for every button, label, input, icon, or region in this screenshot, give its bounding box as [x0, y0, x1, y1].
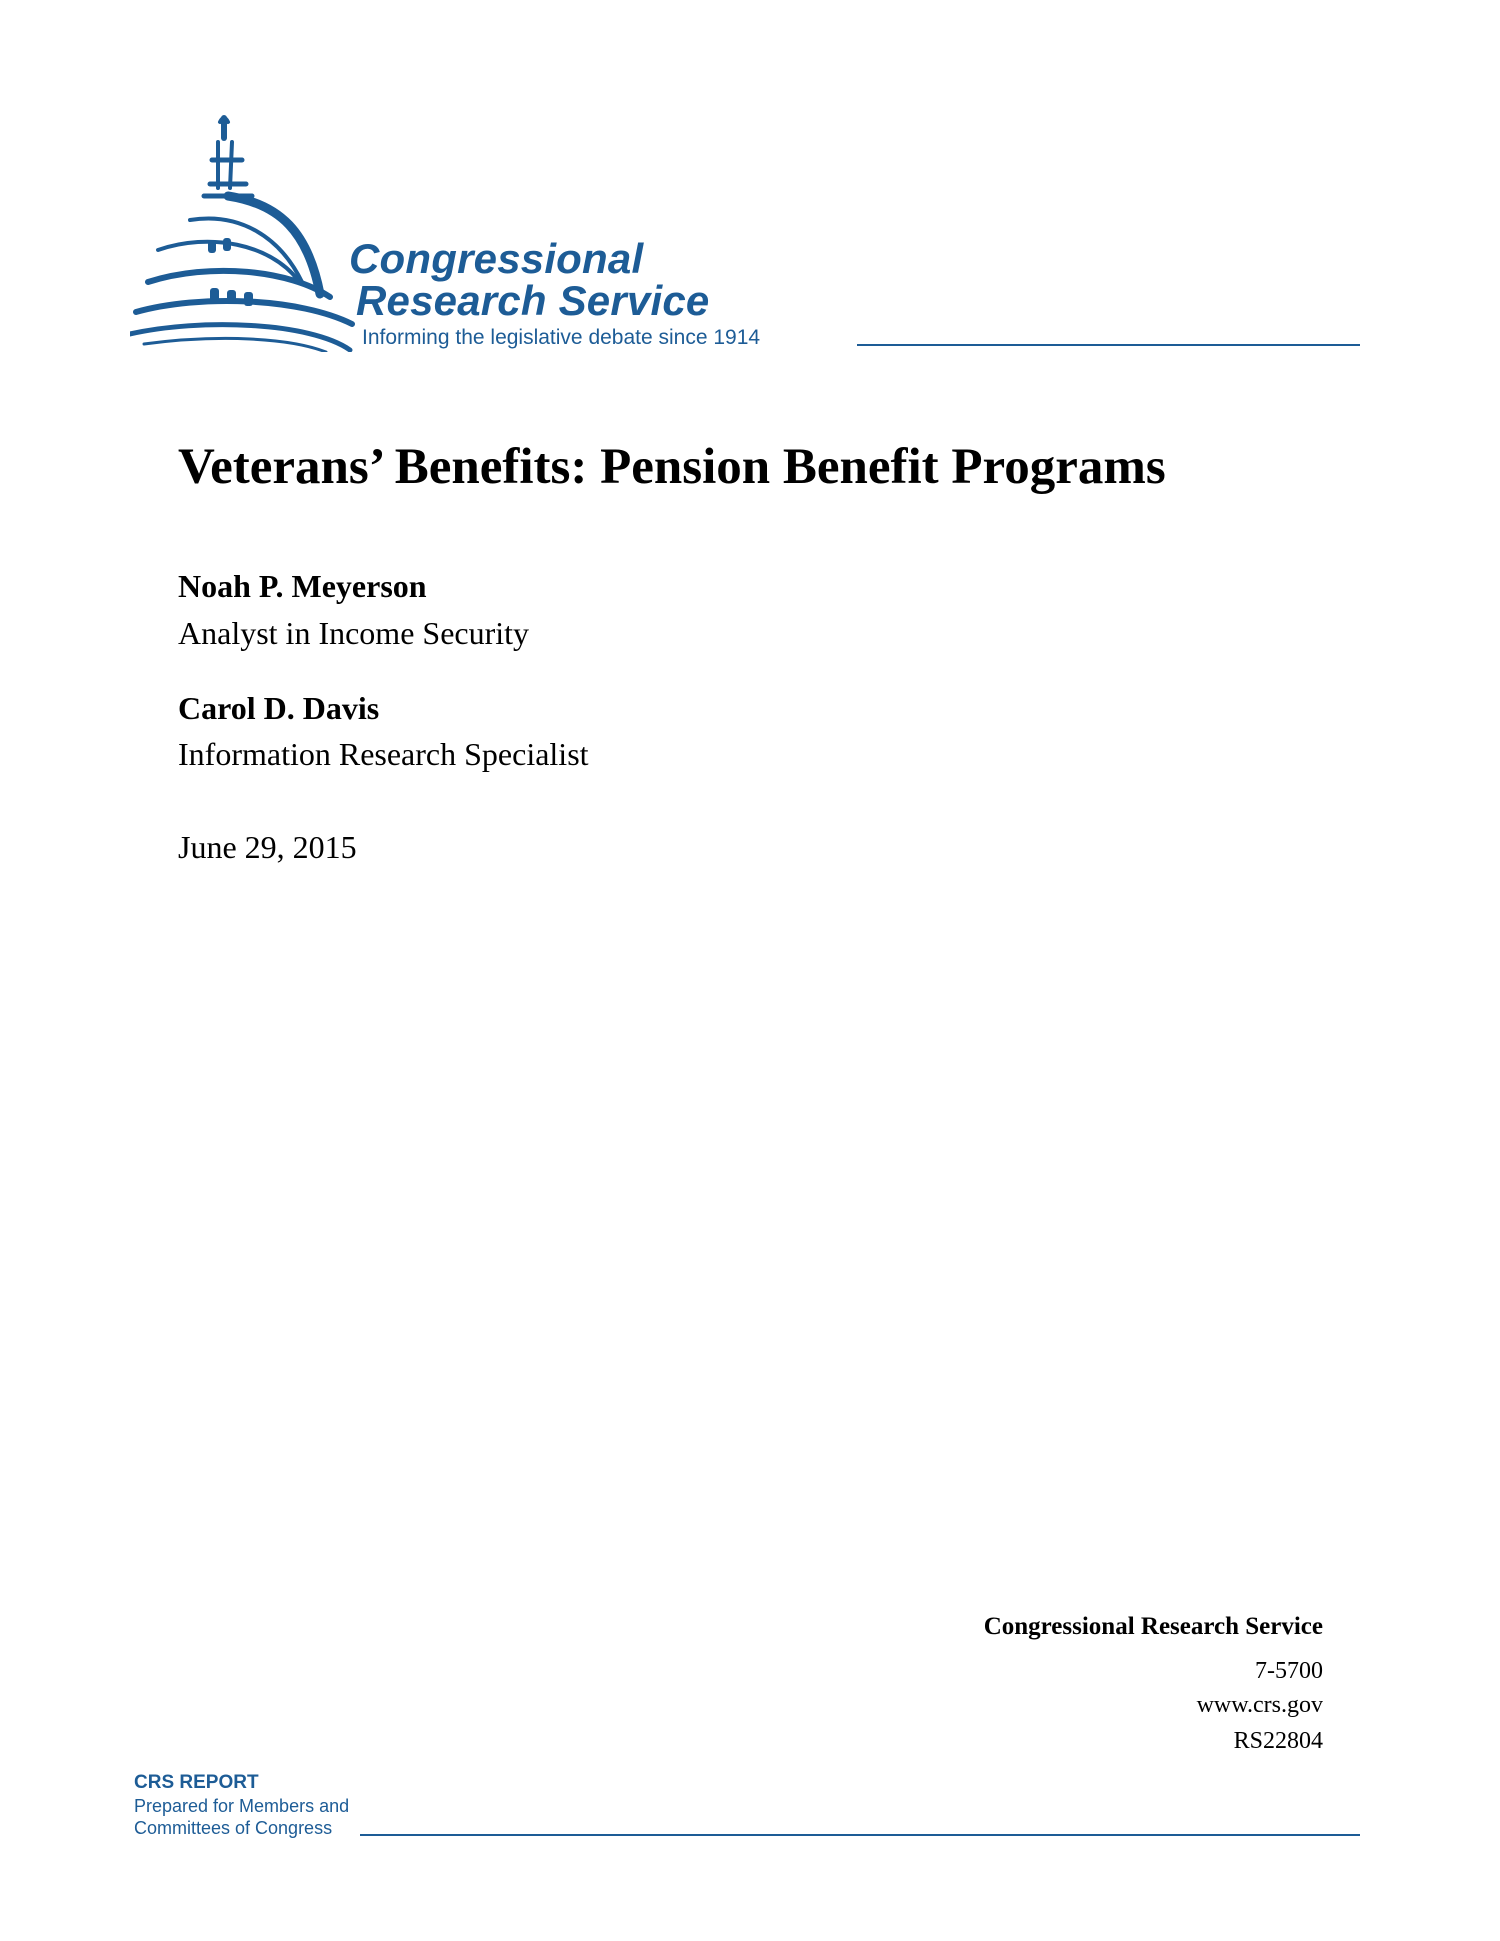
author-name: Noah P. Meyerson: [178, 568, 427, 604]
report-number: RS22804: [1233, 1728, 1323, 1754]
brand-name-line2: Research Service: [356, 277, 710, 324]
publisher-code: 7-5700: [1255, 1658, 1323, 1684]
report-date: June 29, 2015: [178, 829, 357, 865]
footer-divider: [360, 1834, 1360, 1836]
author-name: Carol D. Davis: [178, 690, 380, 726]
publisher-url: www.crs.gov: [1196, 1692, 1323, 1718]
footer-text-line: Committees of Congress: [134, 1818, 333, 1838]
footer-report-label: CRS REPORT: [134, 1772, 259, 1793]
brand-name-line1: Congressional: [349, 235, 644, 282]
author-role: Analyst in Income Security: [178, 615, 530, 651]
brand-tagline: Informing the legislative debate since 1914: [362, 326, 761, 349]
footer-text-line: Prepared for Members and: [134, 1796, 350, 1816]
publisher-name: Congressional Research Service: [983, 1613, 1323, 1640]
author-role: Information Research Specialist: [178, 736, 589, 772]
capitol-dome-icon: [130, 112, 356, 352]
header-divider: [857, 344, 1360, 346]
report-title: Veterans’ Benefits: Pension Benefit Programs: [178, 439, 1166, 495]
